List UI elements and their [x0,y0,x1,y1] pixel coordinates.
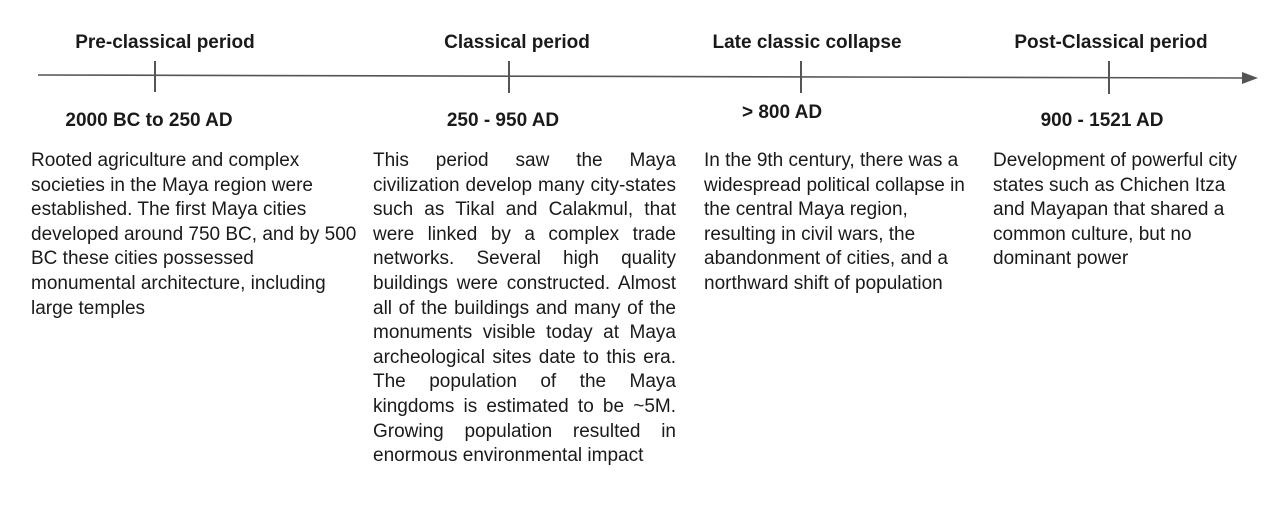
period-date-pre-classical: 2000 BC to 250 AD [65,110,233,131]
period-title-late-classic: Late classic collapse [712,32,902,53]
period-description-post-classical: Development of powerful city states such as Chichen Itza and Mayapan that shared a common culture, but no dominant power [993,150,1237,270]
period-title-post-classical: Post-Classical period [1014,32,1208,53]
period-title-pre-classical: Pre-classical period [75,32,255,53]
period-date-post-classical: 900 - 1521 AD [1040,110,1164,131]
period-date-classical: 250 - 950 AD [446,110,560,131]
period-description-late-classic: In the 9th century, there was a widespread political collapse in the central Maya region, resulting in civil wars, the abandonment of cities, and a northward shift of population [704,150,965,294]
timeline-arrowhead [1242,72,1258,84]
period-description-pre-classical: Rooted agriculture and complex societies in the Maya region were established. The first Maya cities developed around 750 BC, and by 500 BC these cities possessed monumental architecture, including large temples [31,150,357,319]
period-date-late-classic: > 800 AD [741,102,823,123]
timeline-line [38,75,1246,78]
timeline-axis [0,0,1280,120]
period-title-classical: Classical period [444,32,590,53]
period-description-classical: This period saw the Maya civilization develop many city-states such as Tikal and Calakmul, that were linked by a complex trade networks. Several high quality buildings were constructed. Almost all of the buildings and many of the monuments visible today at Maya archeological sites date to this era. The population of the Maya kingdoms is estimated to be ~5M. Growing population resulted in enormous environmental impact [373,150,676,467]
